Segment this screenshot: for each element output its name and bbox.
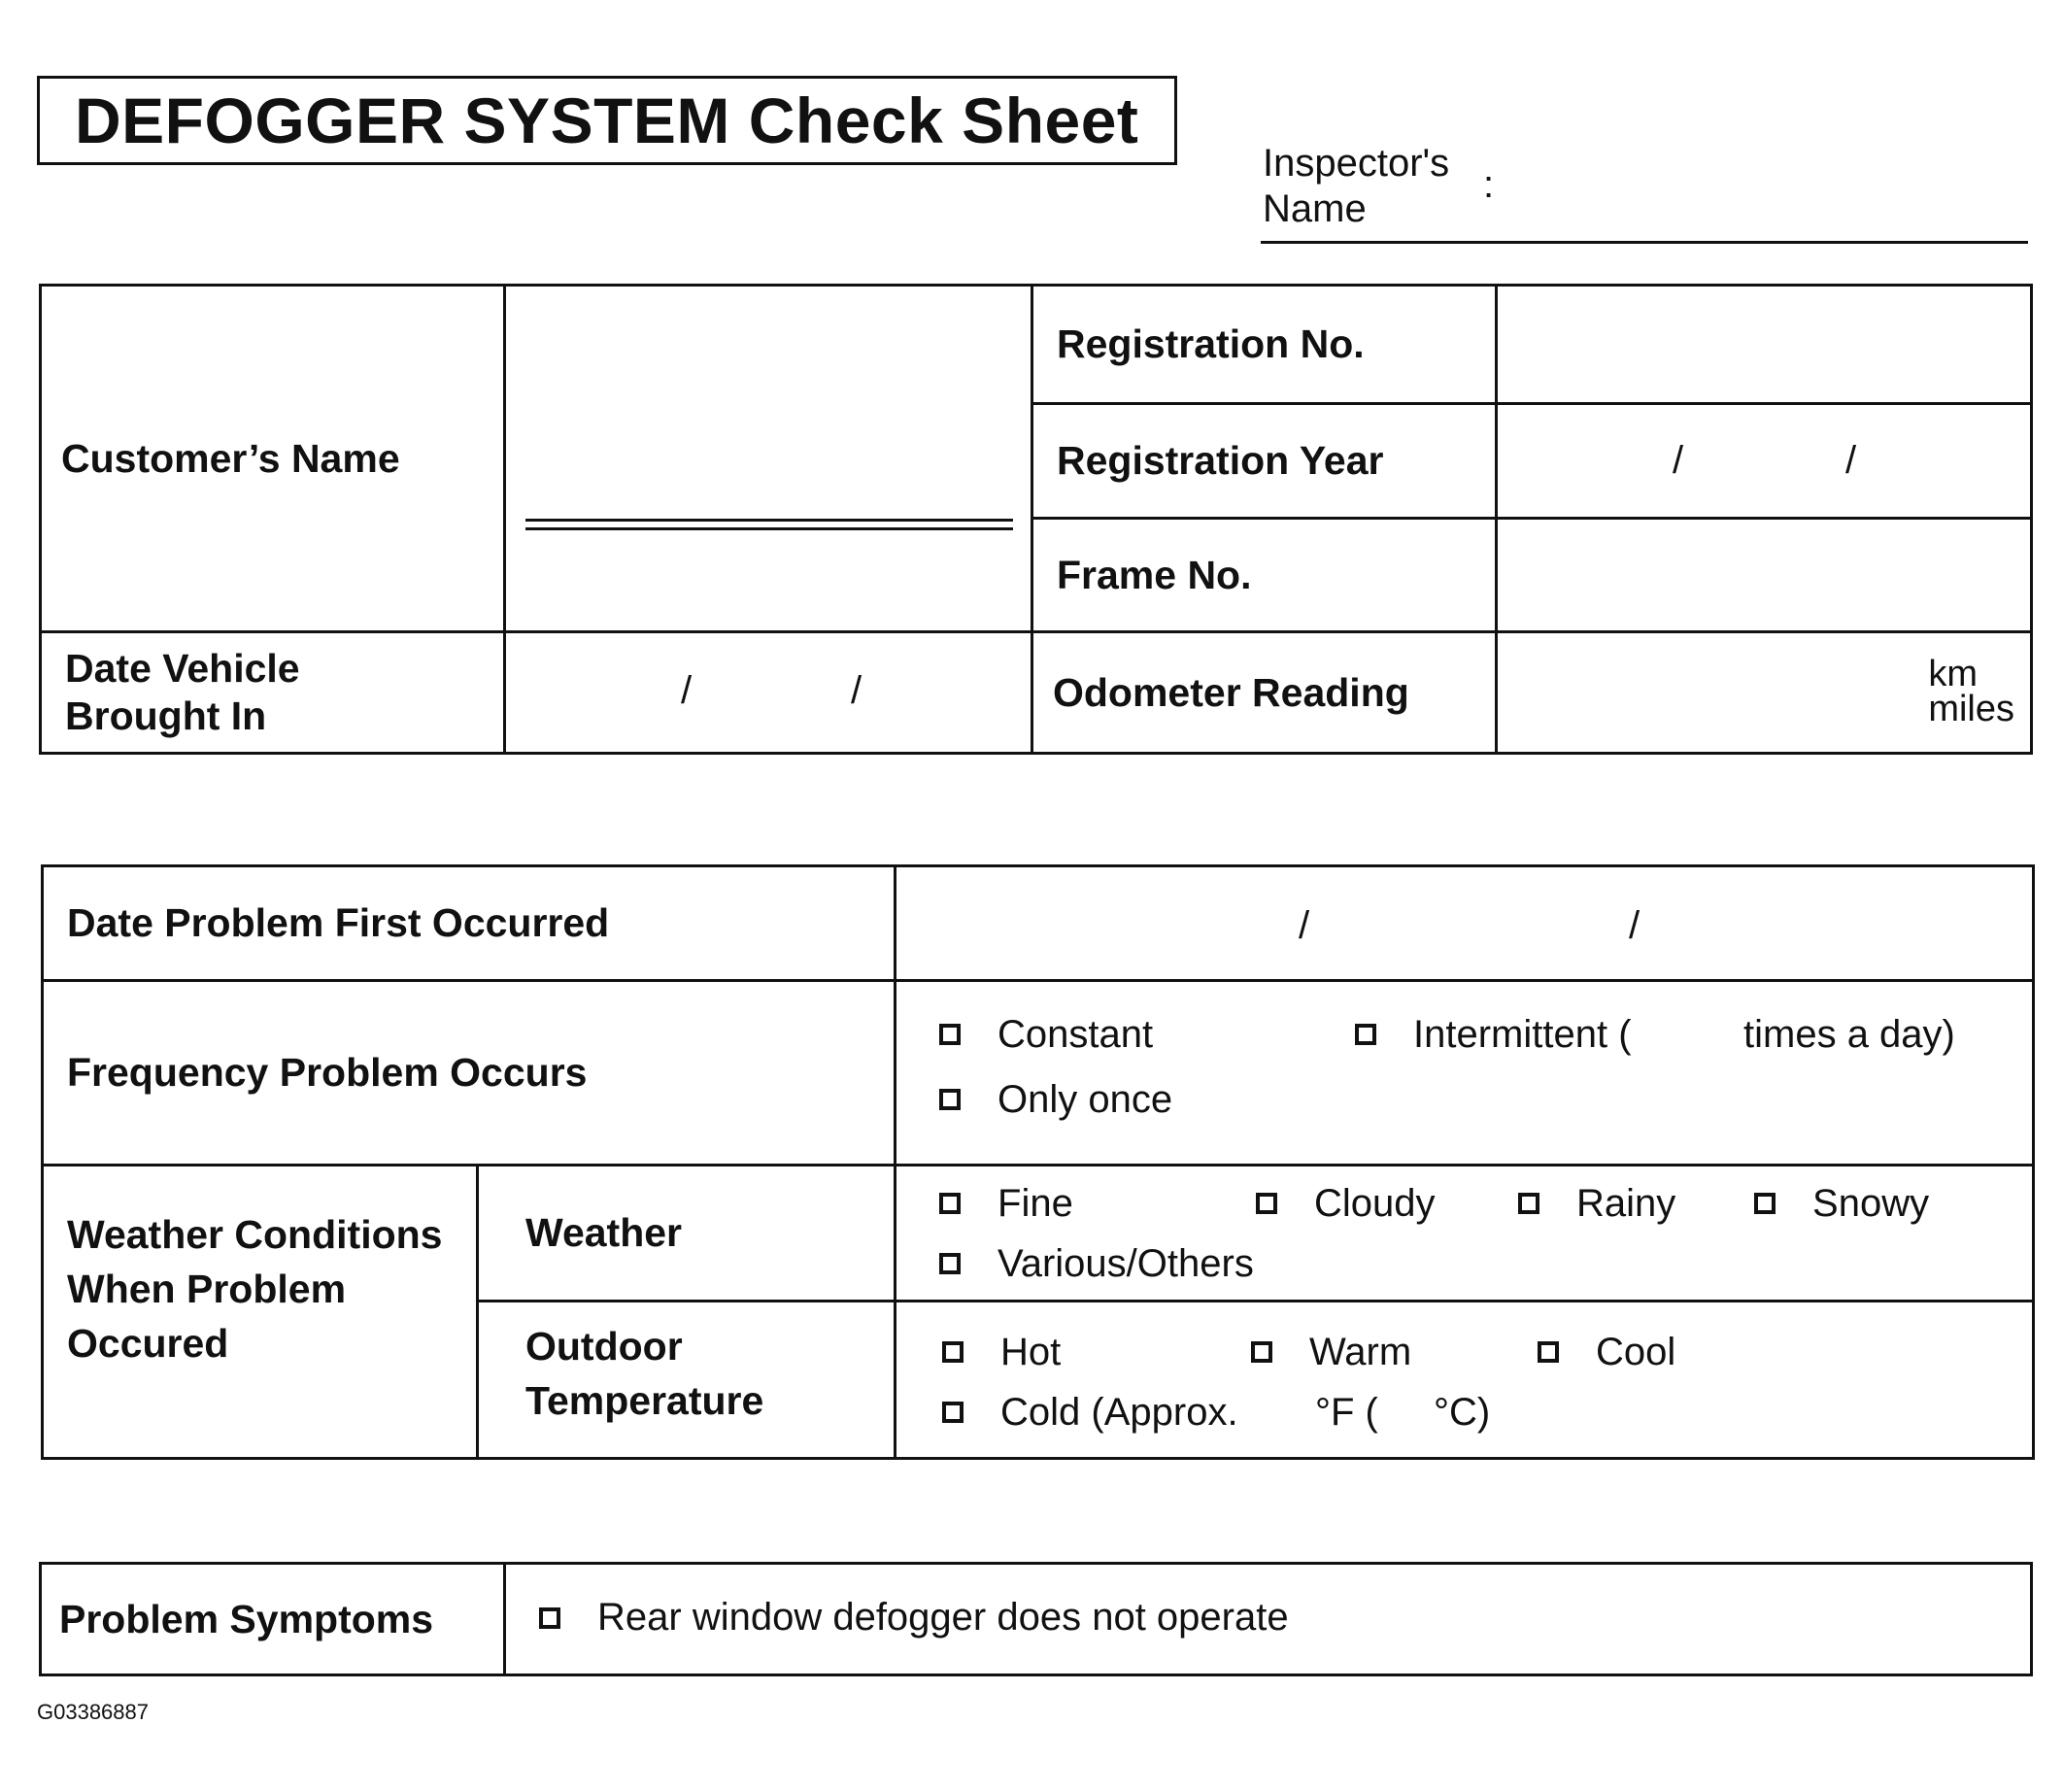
weather-conditions-label-line1: Weather Conditions — [67, 1211, 443, 1257]
frequency-intermittent-checkbox[interactable] — [1355, 1024, 1376, 1045]
temperature-unit-f: °F ( — [1315, 1390, 1378, 1434]
temperature-hot-option[interactable] — [942, 1331, 1061, 1374]
temperature-cool-option[interactable] — [1538, 1331, 1675, 1374]
registration-year-slash-2: / — [1845, 438, 1857, 482]
weather-label-cell — [478, 1166, 896, 1302]
registration-no-label-cell — [1032, 286, 1497, 404]
inspector-colon: : — [1483, 163, 1495, 206]
frequency-label: Frequency Problem Occurs — [67, 1050, 588, 1095]
weather-label: Weather — [525, 1210, 683, 1255]
date-first-occurred-label-cell — [43, 866, 896, 981]
weather-fine-option[interactable] — [939, 1182, 1073, 1226]
odometer-label: Odometer Reading — [1053, 669, 1409, 715]
temperature-warm-label: Warm — [1309, 1330, 1412, 1373]
date-brought-in-label-line1: Date Vehicle — [65, 646, 300, 691]
weather-various-label: Various/Others — [998, 1241, 1254, 1285]
outdoor-temperature-label-line2: Temperature — [525, 1377, 764, 1423]
weather-various-checkbox[interactable] — [939, 1253, 961, 1274]
registration-year-label: Registration Year — [1057, 438, 1384, 483]
odometer-field[interactable] — [1497, 632, 2032, 754]
temperature-unit-c: °C) — [1434, 1390, 1491, 1434]
inspector-label-line2: Name — [1263, 187, 1367, 230]
weather-cloudy-label: Cloudy — [1314, 1181, 1436, 1225]
temperature-warm-checkbox[interactable] — [1251, 1341, 1272, 1363]
weather-conditions-label-line3: Occured — [67, 1320, 229, 1366]
frequency-only-once-label: Only once — [998, 1077, 1173, 1121]
frame-no-field[interactable] — [1497, 519, 2032, 632]
odometer-unit-km: km — [1928, 653, 1978, 694]
temperature-options-cell — [896, 1302, 2034, 1459]
date-brought-in-label-line2: Brought In — [65, 693, 267, 738]
temperature-warm-option[interactable] — [1251, 1331, 1411, 1374]
date-brought-in-label-cell — [41, 632, 505, 754]
symptoms-options-cell — [505, 1564, 2032, 1675]
date-brought-in-slash-1: / — [681, 668, 693, 712]
registration-no-field[interactable] — [1497, 286, 2032, 404]
customer-name-label: Customer’s Name — [61, 435, 400, 481]
weather-cloudy-checkbox[interactable] — [1256, 1193, 1277, 1214]
registration-year-field[interactable] — [1497, 404, 2032, 519]
weather-fine-checkbox[interactable] — [939, 1193, 961, 1214]
frame-no-label: Frame No. — [1057, 552, 1252, 597]
outdoor-temperature-label-line1: Outdoor — [525, 1323, 683, 1369]
date-first-occurred-field[interactable] — [896, 866, 2034, 981]
inspector-label-line1: Inspector's — [1263, 142, 1450, 185]
title-box — [37, 76, 1177, 165]
frequency-times-a-day-label: times a day) — [1743, 1012, 1955, 1056]
weather-conditions-label-line2: When Problem — [67, 1266, 347, 1311]
date-first-occurred-slash-1: / — [1299, 903, 1310, 947]
temperature-cold-option[interactable] — [942, 1391, 1238, 1435]
frequency-intermittent-label: Intermittent ( — [1413, 1012, 1632, 1056]
date-first-occurred-label: Date Problem First Occurred — [67, 900, 610, 945]
frequency-intermittent-option[interactable] — [1355, 1013, 1632, 1057]
weather-snowy-checkbox[interactable] — [1754, 1193, 1776, 1214]
temperature-cool-checkbox[interactable] — [1538, 1341, 1559, 1363]
customer-name-field[interactable] — [505, 286, 1032, 632]
date-brought-in-field[interactable] — [505, 632, 1032, 754]
frame-no-label-cell — [1032, 519, 1497, 632]
outdoor-temperature-label-cell — [478, 1302, 896, 1459]
temperature-cool-label: Cool — [1596, 1330, 1676, 1373]
symptom-defogger-not-operate-label: Rear window defogger does not operate — [597, 1596, 1289, 1639]
odometer-units — [1928, 653, 2014, 729]
symptoms-label: Problem Symptoms — [59, 1596, 434, 1641]
frequency-options-cell — [896, 981, 2034, 1166]
frequency-only-once-option[interactable] — [939, 1078, 1172, 1122]
frequency-label-cell — [43, 981, 896, 1166]
customer-name-label-cell — [41, 286, 505, 632]
inspector-name-field[interactable] — [1261, 241, 2028, 244]
customer-name-double-line — [525, 519, 1013, 530]
frequency-only-once-checkbox[interactable] — [939, 1089, 961, 1110]
weather-options-cell — [896, 1166, 2034, 1302]
temperature-hot-label: Hot — [1000, 1330, 1062, 1373]
problem-info-table — [41, 864, 2035, 1460]
inspector-name-label — [1263, 141, 1449, 232]
symptom-defogger-not-operate-option[interactable] — [539, 1596, 1289, 1640]
weather-snowy-label: Snowy — [1812, 1181, 1930, 1225]
symptom-defogger-not-operate-checkbox[interactable] — [539, 1607, 560, 1629]
vehicle-info-table — [39, 284, 2033, 755]
weather-various-option[interactable] — [939, 1242, 1254, 1286]
figure-code: G03386887 — [37, 1700, 149, 1724]
weather-rainy-option[interactable] — [1518, 1182, 1675, 1226]
temperature-cold-checkbox[interactable] — [942, 1402, 964, 1423]
date-first-occurred-slash-2: / — [1629, 903, 1640, 947]
frequency-constant-checkbox[interactable] — [939, 1024, 961, 1045]
weather-conditions-label-cell — [43, 1166, 478, 1459]
weather-snowy-option[interactable] — [1754, 1182, 1929, 1226]
frequency-constant-label: Constant — [998, 1012, 1154, 1056]
frequency-constant-option[interactable] — [939, 1013, 1153, 1057]
weather-rainy-label: Rainy — [1576, 1181, 1676, 1225]
registration-year-label-cell — [1032, 404, 1497, 519]
odometer-unit-miles: miles — [1928, 688, 2014, 729]
symptoms-label-cell — [41, 1564, 505, 1675]
symptoms-table — [39, 1562, 2033, 1676]
page-title: DEFOGGER SYSTEM Check Sheet — [75, 85, 1139, 156]
registration-year-slash-1: / — [1673, 438, 1684, 482]
registration-no-label: Registration No. — [1057, 321, 1365, 366]
weather-rainy-checkbox[interactable] — [1518, 1193, 1539, 1214]
temperature-cold-label: Cold (Approx. — [1000, 1390, 1238, 1434]
odometer-label-cell — [1032, 632, 1497, 754]
temperature-hot-checkbox[interactable] — [942, 1341, 964, 1363]
weather-cloudy-option[interactable] — [1256, 1182, 1436, 1226]
weather-fine-label: Fine — [998, 1181, 1073, 1225]
date-brought-in-slash-2: / — [851, 668, 862, 712]
